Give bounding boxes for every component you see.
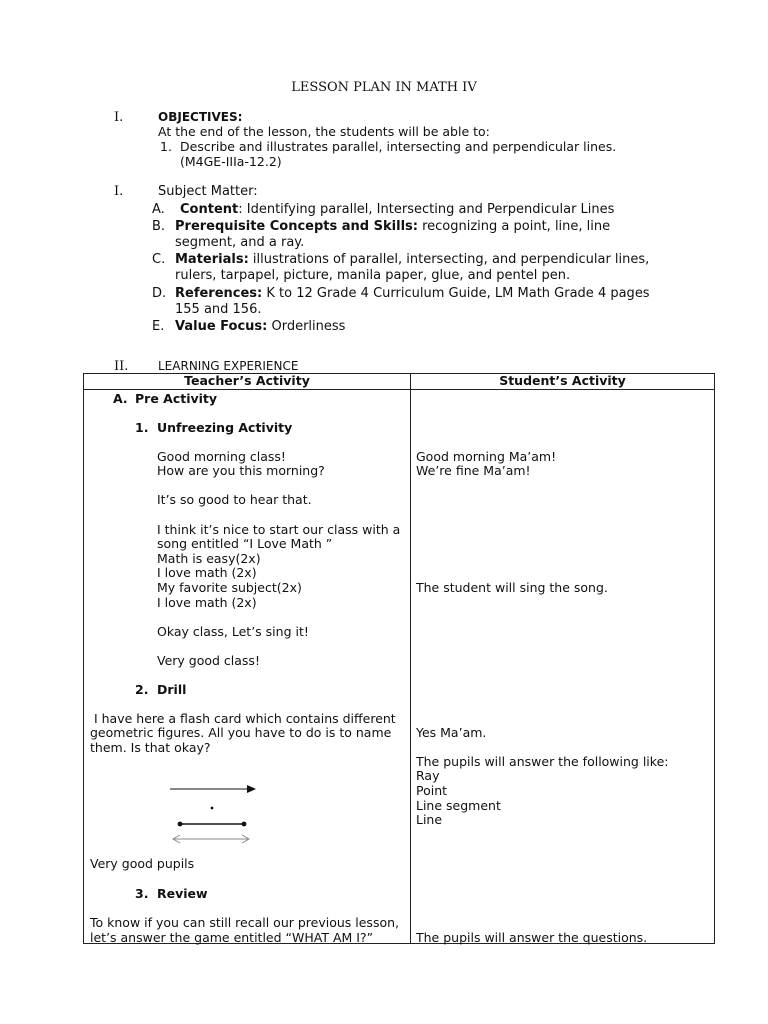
subject-item-label: Value Focus: — [175, 319, 268, 334]
line-segment-figure — [178, 822, 247, 827]
student-answer-line: Ray — [416, 768, 440, 783]
activity-table — [83, 373, 715, 944]
song-line: Math is easy(2x) — [157, 551, 261, 566]
drill-instruction-line: I have here a flash card which contains different — [90, 711, 396, 726]
objectives-intro: At the end of the lesson, the students will be able to: — [158, 124, 490, 139]
objective-line-1: Describe and illustrates parallel, intersecting and perpendicular lines. — [180, 139, 617, 154]
drill-instruction-line: them. Is that okay? — [90, 740, 211, 755]
song-line: I think it’s nice to start our class with a — [157, 522, 401, 537]
table-row — [84, 390, 715, 944]
subject-item-continuation: segment, and a ray. — [175, 235, 305, 250]
objectives-numeral: I. — [114, 110, 124, 125]
subject-item-references — [175, 286, 650, 301]
subject-item-text: Orderliness — [267, 319, 346, 334]
point-figure — [211, 807, 214, 810]
subject-item-content — [180, 202, 614, 217]
subject-item-label: Materials: — [175, 252, 249, 267]
pre-activity-letter: A. — [113, 391, 128, 406]
teacher-question: How are you this morning? — [157, 463, 325, 478]
drill-number: 2. — [135, 682, 149, 697]
student-answer-line: Line segment — [416, 798, 501, 813]
student-answer-questions: The pupils will answer the questions. — [416, 930, 648, 945]
subject-item-letter: D. — [152, 286, 167, 301]
learning-experience-numeral: II. — [114, 359, 129, 374]
objective-code: (M4GE-IIIa-12.2) — [180, 154, 282, 169]
table-header-row — [84, 374, 715, 390]
subject-item-prerequisites — [175, 219, 610, 234]
teacher-sing-prompt: Okay class, Let’s sing it! — [157, 624, 309, 639]
subject-item-value-focus — [175, 319, 345, 334]
student-sing: The student will sing the song. — [416, 580, 608, 595]
subject-matter-numeral: I. — [114, 184, 124, 199]
teacher-praise: Very good class! — [157, 653, 260, 668]
student-activity-header: Student’s Activity — [411, 374, 715, 390]
objectives-heading: OBJECTIVES: — [158, 110, 243, 124]
song-line: My favorite subject(2x) — [157, 580, 302, 595]
page-title: LESSON PLAN IN MATH IV — [291, 80, 477, 95]
flash-card-figures — [168, 765, 258, 845]
subject-item-letter: E. — [152, 319, 165, 334]
pre-activity-heading: Pre Activity — [135, 391, 218, 406]
student-answer-line: Line — [416, 812, 443, 827]
subject-item-text: : Identifying parallel, Intersecting and Perpendicular Lines — [238, 202, 615, 217]
subject-item-letter: B. — [152, 219, 166, 234]
song-line: I love math (2x) — [157, 565, 257, 580]
objective-number: 1. — [160, 139, 172, 154]
student-greeting: Good morning Ma’am! — [416, 449, 557, 464]
song-line: song entitled “I Love Math ” — [157, 536, 333, 551]
subject-item-text: illustrations of parallel, intersecting, and perpendicular lines, — [248, 252, 650, 267]
song-line: I love math (2x) — [157, 595, 257, 610]
teacher-response: It’s so good to hear that. — [157, 492, 312, 507]
subject-item-letter: C. — [152, 252, 166, 267]
subject-matter-heading: Subject Matter: — [158, 184, 258, 199]
ray-figure — [170, 785, 256, 793]
subject-item-label: References: — [175, 286, 263, 301]
learning-experience-heading: LEARNING EXPERIENCE — [158, 359, 299, 373]
student-activity-cell — [411, 390, 715, 944]
teacher-praise-pupils: Very good pupils — [90, 856, 195, 871]
student-answer-line: Point — [416, 783, 448, 798]
student-answer-line: The pupils will answer the following like: — [416, 754, 669, 769]
subject-item-label: Content — [180, 202, 239, 217]
drill-instruction-line: geometric figures. All you have to do is to name — [90, 725, 392, 740]
student-reply: We’re fine Ma’am! — [416, 463, 531, 478]
review-number: 3. — [135, 886, 149, 901]
review-instruction-line: let’s answer the game entitled “WHAT AM I?” — [90, 930, 374, 945]
teacher-activity-cell — [84, 390, 411, 944]
subject-item-label: Prerequisite Concepts and Skills: — [175, 219, 418, 234]
unfreezing-heading: Unfreezing Activity — [157, 420, 293, 435]
student-yes: Yes Ma’am. — [416, 725, 487, 740]
subject-item-letter: A. — [152, 202, 165, 217]
review-heading: Review — [157, 886, 208, 901]
drill-heading: Drill — [157, 682, 187, 697]
teacher-activity-header: Teacher’s Activity — [84, 374, 411, 390]
teacher-greeting: Good morning class! — [157, 449, 286, 464]
review-instruction-line: To know if you can still recall our previous lesson, — [90, 915, 399, 930]
subject-item-text: K to 12 Grade 4 Curriculum Guide, LM Math Grade 4 pages — [262, 286, 650, 301]
subject-item-materials — [175, 252, 649, 267]
subject-item-continuation: 155 and 156. — [175, 302, 262, 317]
line-figure — [173, 835, 249, 843]
subject-item-text: recognizing a point, line, line — [417, 219, 611, 234]
subject-item-continuation: rulers, tarpapel, picture, manila paper, glue, and pentel pen. — [175, 268, 571, 283]
unfreezing-number: 1. — [135, 420, 149, 435]
